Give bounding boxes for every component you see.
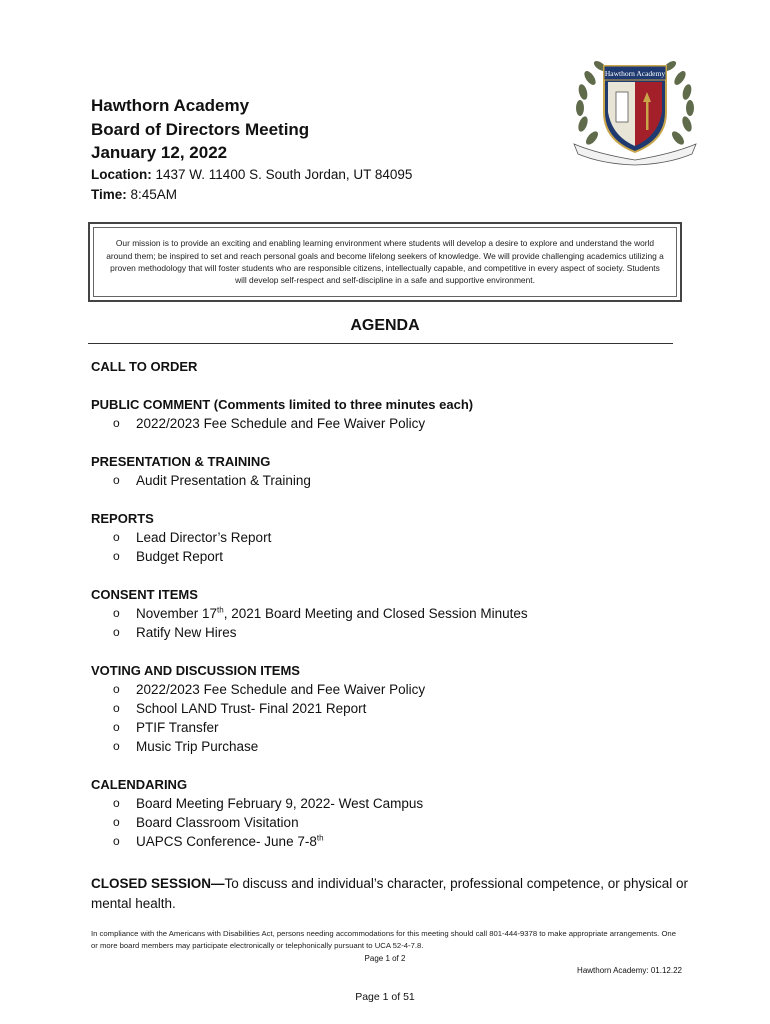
bullet-marker: o [113, 606, 120, 620]
bullet-marker: o [113, 739, 120, 753]
agenda-sections [91, 357, 691, 914]
school-name: Hawthorn Academy [91, 96, 250, 115]
list-item: o November 17th, 2021 Board Meeting and Closed Session Minutes [113, 605, 528, 621]
mission-statement: Our mission is to provide an exciting and enabling learning environment where students will develop a desire to explore and understand the world around them; be inspired to set and reach personal goals and become lifelong seekers of knowledge. We will provide challenging academics utilizing a proven methodology that will foster students who are responsible citizens, intellectually capable, and competitive in every aspect of society. Students will develop self-respect and self-discipline in a safe and supportive environment. [106, 238, 664, 286]
agenda-title: AGENDA [350, 317, 420, 334]
location-label: Location: [91, 166, 152, 182]
list-item: o School LAND Trust- Final 2021 Report [113, 701, 367, 716]
location-value: 1437 W. 11400 S. South Jordan, UT 84095 [155, 166, 413, 182]
time-value: 8:45AM [130, 186, 178, 202]
bullet-marker: o [113, 701, 120, 715]
list-item: o Music Trip Purchase [113, 739, 259, 754]
closed-session-text: To discuss and individual’s character, professional competence, or physical or mental health. [91, 876, 689, 911]
presentation-heading: PRESENTATION & TRAINING [91, 454, 271, 469]
bullet-marker: o [113, 530, 120, 544]
list-item: o Audit Presentation & Training [113, 473, 311, 488]
list-item: o Board Classroom Visitation [113, 815, 299, 830]
list-item: o Board Meeting February 9, 2022- West Campus [113, 796, 424, 811]
bullet-marker: o [113, 796, 120, 810]
bullet-marker: o [113, 549, 120, 563]
list-item: o 2022/2023 Fee Schedule and Fee Waiver Policy [113, 682, 426, 697]
time-label: Time: [91, 186, 127, 202]
closed-session [91, 874, 691, 914]
bullet-marker: o [113, 720, 120, 734]
ada-notice: In compliance with the Americans with Disabilities Act, persons needing accommodations for this meeting should call 801-444-9378 to make appropriate arrangements. One or more board members may participate electronically or telephonically pursuant to UCA 52-4-7.8. [91, 929, 676, 950]
bullet-marker: o [113, 625, 120, 639]
bullet-marker: o [113, 815, 120, 829]
list-item: o Lead Director’s Report [113, 530, 272, 545]
calendaring-heading: CALENDARING [91, 777, 188, 792]
location-line [91, 165, 412, 185]
meeting-date: January 12, 2022 [91, 143, 228, 162]
list-item: o 2022/2023 Fee Schedule and Fee Waiver Policy [113, 416, 426, 431]
bullet-marker: o [113, 682, 120, 696]
bullet-marker: o [113, 473, 120, 487]
mission-box [88, 222, 682, 302]
list-item: o PTIF Transfer [113, 720, 219, 735]
agenda-divider [88, 343, 673, 344]
meeting-header [91, 94, 412, 205]
public-comment-heading: PUBLIC COMMENT (Comments limited to three minutes each) [91, 397, 474, 412]
page-number-of-51: Page 1 of 51 [355, 991, 415, 1003]
page-number-of-2: Page 1 of 2 [364, 954, 406, 963]
closed-session-label: CLOSED SESSION— [91, 876, 225, 891]
list-item: o Budget Report [113, 549, 224, 564]
list-item: o Ratify New Hires [113, 625, 237, 640]
meeting-name: Board of Directors Meeting [91, 119, 310, 139]
call-to-order-heading: CALL TO ORDER [91, 359, 198, 374]
list-item: o UAPCS Conference- June 7-8th [113, 833, 324, 849]
reports-heading: REPORTS [91, 511, 154, 526]
voting-heading: VOTING AND DISCUSSION ITEMS [91, 663, 300, 678]
footer-doc-id: Hawthorn Academy: 01.12.22 [577, 966, 682, 975]
school-crest-logo [568, 48, 702, 166]
bullet-marker: o [113, 834, 120, 848]
crest-banner-text: Hawthorn Academy [604, 69, 666, 78]
consent-heading: CONSENT ITEMS [91, 587, 198, 602]
bullet-marker: o [113, 416, 120, 430]
time-line [91, 185, 412, 205]
